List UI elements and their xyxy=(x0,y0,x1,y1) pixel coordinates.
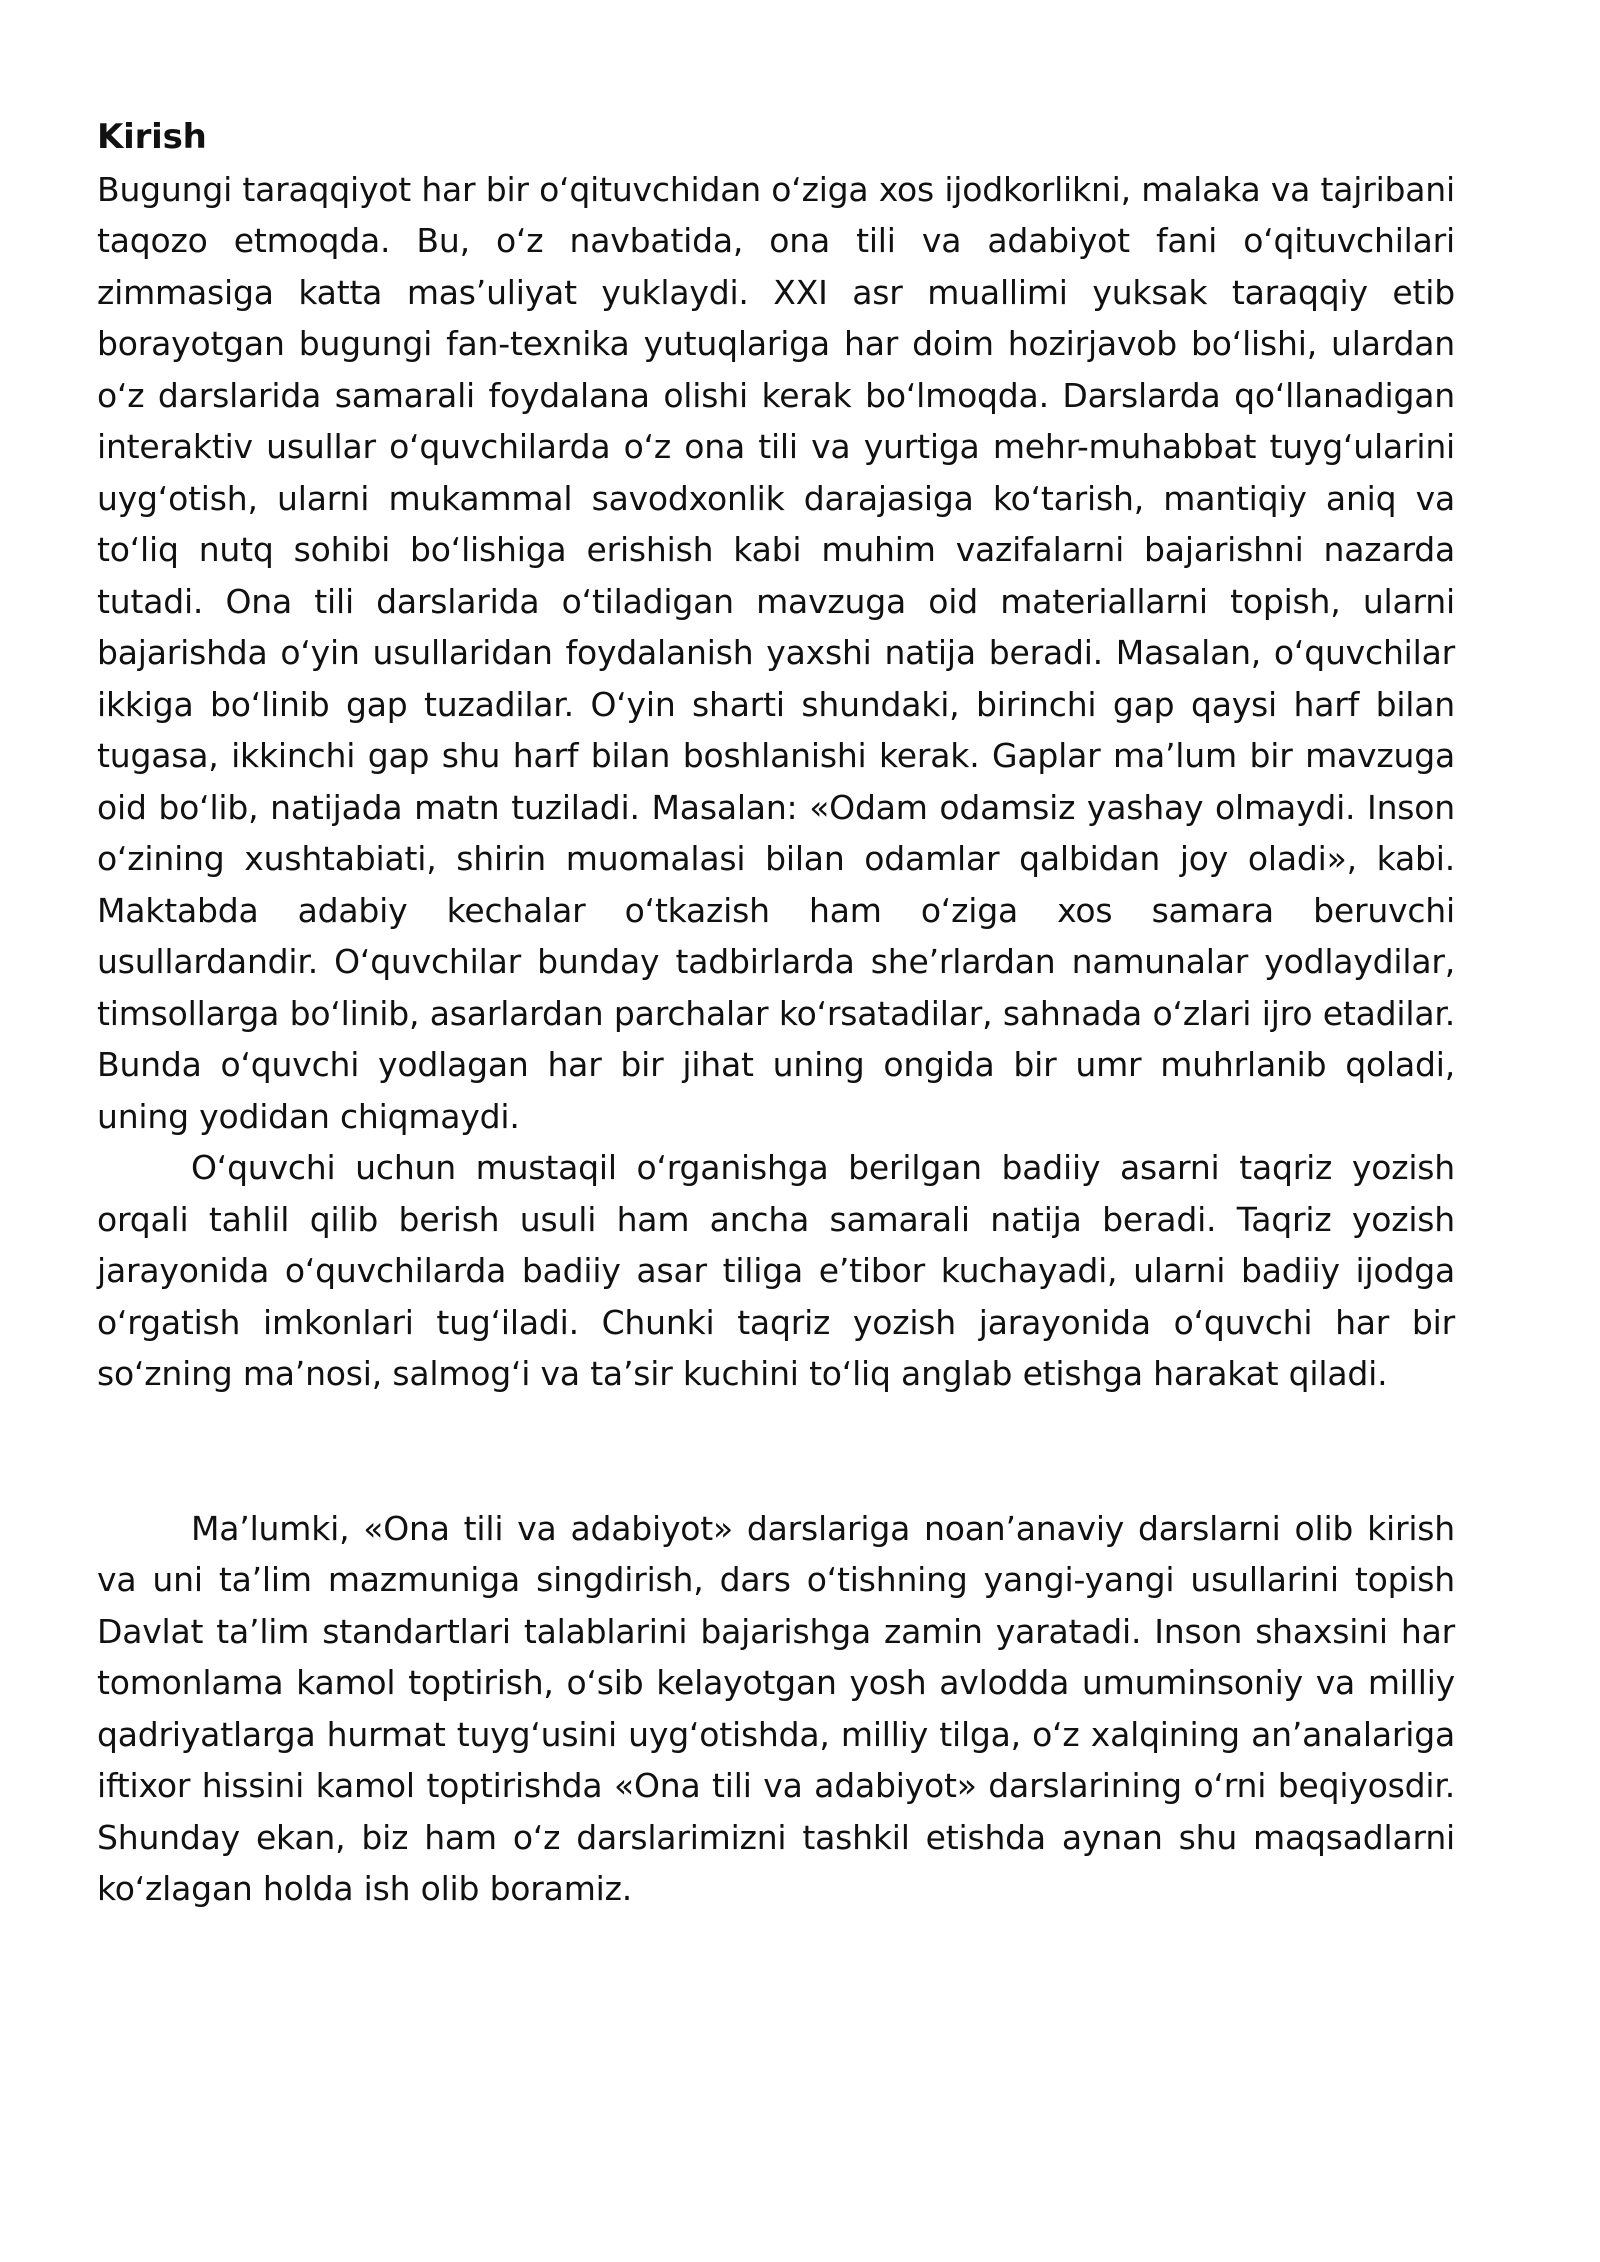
document-body xyxy=(97,112,1455,1915)
paragraph-conclusion: Ma’lumki, «Ona tili va adabiyot» darslariga noan’anaviy darslarni olib kirish va uni ta’lim mazmuniga singdirish, dars o‘tishning yangi-yangi usullarini topish Davlat ta’lim standartlari talablarini bajarishga zamin yaratadi. Inson shaxsini har tomonlama kamol toptirish, o‘sib kelayotgan yosh avlodda umuminsoniy va milliy qadriyatlarga hurmat tuyg‘usini uyg‘otishda, milliy tilga, o‘z xalqining an’analariga iftixor hissini kamol toptirishda «Ona tili va adabiyot» darslarining o‘rni beqiyosdir. Shunday ekan, biz ham o‘z darslarimizni tashkil etishda aynan shu maqsadlarni ko‘zlagan holda ish olib boramiz. xyxy=(97,1508,1455,1908)
paragraph-intro: Bugungi taraqqiyot har bir o‘qituvchidan o‘ziga xos ijodkorlikni, malaka va tajribani taqozo etmoqda. Bu, o‘z navbatida, ona tili va adabiyot fani o‘qituvchilari zimmasiga katta mas’uliyat yuklaydi. XXI asr muallimi yuksak taraqqiy etib borayotgan bugungi fan-texnika yutuqlariga har doim hozirjavob bo‘lishi, ulardan o‘z darslarida samarali foydalana olishi kerak bo‘lmoqda. Darslarda qo‘llanadigan interaktiv usullar o‘quvchilarda o‘z ona tili va yurtiga mehr-muhabbat tuyg‘ularini uyg‘otish, ularni mukammal savodxonlik darajasiga ko‘tarish, mantiqiy aniq va to‘liq nutq sohibi bo‘lishiga erishish kabi muhim vazifalarni bajarishni nazarda tutadi. Ona tili darslarida o‘tiladigan mavzuga oid materiallarni topish, ularni bajarishda o‘yin usullaridan foydalanish yaxshi natija beradi. Masalan, o‘quvchilar ikkiga bo‘linib gap tuzadilar. O‘yin sharti shundaki, birinchi gap qaysi harf bilan tugasa, ikkinchi gap shu harf bilan boshlanishi kerak. Gaplar ma’lum bir mavzuga oid bo‘lib, natijada matn tuziladi. Masalan: «Odam odamsiz yashay olmaydi. Inson o‘zining xushtabiati, shirin muomalasi bilan odamlar qalbidan joy oladi», kabi. Maktabda adabiy kechalar o‘tkazish ham o‘ziga xos samara beruvchi usullardandir. O‘quvchilar bunday tadbirlarda she’rlardan namunalar yodlaydilar, timsollarga bo‘linib, asarlardan parchalar ko‘rsatadilar, sahnada o‘zlari ijro etadilar. Bunda o‘quvchi yodlagan har bir jihat uning ongida bir umr muhrlanib qoladi, uning yodidan chiqmaydi. xyxy=(97,169,1455,1136)
paragraph-review-writing: O‘quvchi uchun mustaqil o‘rganishga berilgan badiiy asarni taqriz yozish orqali tahlil qilib berish usuli ham ancha samarali natija beradi. Taqriz yozish jarayonida o‘quvchilarda badiiy asar tiliga e’tibor kuchayadi, ularni badiiy ijodga o‘rgatish imkonlari tug‘iladi. Chunki taqriz yozish jarayonida o‘quvchi har bir so‘zning ma’nosi, salmog‘i va ta’sir kuchini to‘liq anglab etishga harakat qiladi. xyxy=(97,1148,1455,1393)
section-heading: Kirish xyxy=(97,117,207,157)
paragraph-spacer xyxy=(97,1400,1455,1503)
